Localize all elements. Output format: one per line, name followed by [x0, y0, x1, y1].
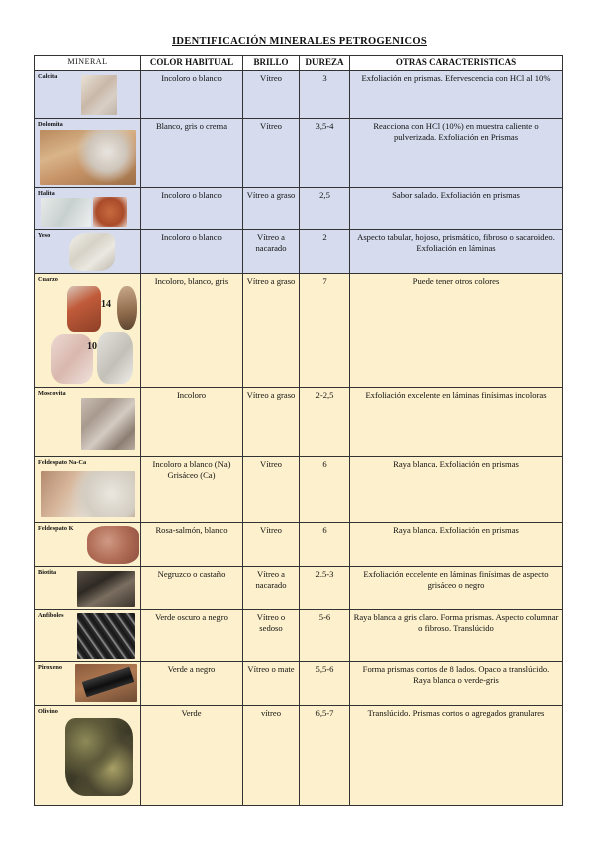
color-cell: Incoloro o blanco — [141, 70, 243, 118]
brillo-cell: Vítreo a nacarado — [243, 229, 300, 273]
mineral-name: Moscovita — [38, 389, 66, 397]
biotita-photo — [77, 571, 135, 607]
table-row — [35, 705, 563, 805]
mineral-name: Dolomita — [38, 120, 63, 128]
color-cell: Blanco, gris o crema — [141, 118, 243, 187]
mineral-cell — [35, 273, 141, 387]
halita-photo-orange — [93, 197, 127, 227]
brillo-cell: vítreo — [243, 705, 300, 805]
dureza-cell: 2.5-3 — [300, 566, 350, 609]
anfiboles-photo — [77, 613, 135, 659]
mineral-cell — [35, 456, 141, 522]
cuarzo-label-10: 10 — [87, 340, 97, 352]
dureza-cell: 2-2,5 — [300, 387, 350, 456]
color-cell: Incoloro o blanco — [141, 187, 243, 229]
mineral-cell — [35, 566, 141, 609]
header-mineral: MINERAL — [35, 56, 141, 71]
mineral-cell — [35, 229, 141, 273]
cuarzo-photo-4 — [97, 332, 133, 384]
otras-cell: Reacciona con HCl (10%) en muestra caliente o pulverizada. Exfoliación en Prismas — [350, 118, 563, 187]
dureza-cell: 6,5-7 — [300, 705, 350, 805]
mineral-name: Cuarzo — [38, 275, 58, 283]
brillo-cell: Vítreo — [243, 456, 300, 522]
table-row — [35, 522, 563, 566]
olivino-photo — [65, 718, 133, 796]
table-row — [35, 187, 563, 229]
feldespato-na-ca-photo — [41, 471, 135, 517]
otras-cell: Exfoliación eccelente en láminas finísimas de aspecto grisáceo o negro — [350, 566, 563, 609]
brillo-cell: Vítreo — [243, 522, 300, 566]
dureza-cell: 6 — [300, 522, 350, 566]
mineral-name: Halita — [38, 189, 55, 197]
otras-cell: Raya blanca. Exfoliación en prismas — [350, 522, 563, 566]
mineral-name: Biotita — [38, 568, 57, 576]
header-otras: OTRAS CARACTERISTICAS — [350, 56, 563, 71]
mineral-name: Olivino — [38, 707, 58, 715]
halita-photo-white — [41, 198, 91, 227]
color-cell: Verde oscuro a negro — [141, 609, 243, 661]
otras-cell: Raya blanca. Exfoliación en prismas — [350, 456, 563, 522]
dureza-cell: 6 — [300, 456, 350, 522]
moscovita-photo — [81, 398, 135, 450]
color-cell: Negruzco o castaño — [141, 566, 243, 609]
mineral-name: Calcita — [38, 72, 58, 80]
color-cell: Verde — [141, 705, 243, 805]
brillo-cell: Vítreo o sedoso — [243, 609, 300, 661]
mineral-name: Yeso — [38, 231, 51, 239]
brillo-cell: Vítreo — [243, 70, 300, 118]
mineral-cell — [35, 522, 141, 566]
color-cell: Rosa-salmón, blanco — [141, 522, 243, 566]
dureza-cell: 3,5-4 — [300, 118, 350, 187]
brillo-cell: Vítreo a nacarado — [243, 566, 300, 609]
dureza-cell: 3 — [300, 70, 350, 118]
cuarzo-label-14: 14 — [101, 298, 111, 310]
yeso-photo — [69, 233, 115, 271]
mineral-name: Feldespato K — [38, 524, 74, 532]
otras-cell: Forma prismas cortos de 8 lados. Opaco a translúcido. Raya blanca o verde-gris — [350, 661, 563, 705]
mineral-cell — [35, 705, 141, 805]
table-row — [35, 118, 563, 187]
document-title: IDENTIFICACIÓN MINERALES PETROGENICOS — [172, 36, 427, 47]
dureza-cell: 2 — [300, 229, 350, 273]
color-cell: Verde a negro — [141, 661, 243, 705]
table-header-row — [35, 56, 563, 71]
color-cell: Incoloro o blanco — [141, 229, 243, 273]
otras-cell: Exfoliación excelente en láminas finísimas incoloras — [350, 387, 563, 456]
mineral-cell — [35, 387, 141, 456]
dolomita-photo — [40, 130, 136, 185]
otras-cell: Aspecto tabular, hojoso, prismático, fibroso o sacaroideo. Exfoliación en láminas — [350, 229, 563, 273]
otras-cell: Puede tener otros colores — [350, 273, 563, 387]
calcita-photo — [81, 75, 117, 115]
dureza-cell: 2,5 — [300, 187, 350, 229]
dureza-cell: 5-6 — [300, 609, 350, 661]
mineral-cell — [35, 70, 141, 118]
otras-cell: Exfoliación en prismas. Efervescencia con HCl al 10% — [350, 70, 563, 118]
table-row — [35, 273, 563, 387]
otras-cell: Sabor salado. Exfoliación en prismas — [350, 187, 563, 229]
header-dureza: DUREZA — [300, 56, 350, 71]
table-row — [35, 661, 563, 705]
header-brillo: BRILLO — [243, 56, 300, 71]
feldespato-k-photo — [87, 526, 139, 564]
cuarzo-photo-2 — [117, 286, 137, 330]
otras-cell: Translúcido. Prismas cortos o agregados granulares — [350, 705, 563, 805]
mineral-name: Anfíboles — [38, 611, 64, 619]
minerals-table — [34, 55, 563, 806]
otras-cell: Raya blanca a gris claro. Forma prismas. Aspecto columnar o fibroso. Translúcido — [350, 609, 563, 661]
dureza-cell: 5,5-6 — [300, 661, 350, 705]
table-row — [35, 456, 563, 522]
table-row — [35, 566, 563, 609]
header-color: COLOR HABITUAL — [141, 56, 243, 71]
mineral-cell — [35, 661, 141, 705]
dureza-cell: 7 — [300, 273, 350, 387]
brillo-cell: Vítreo o mate — [243, 661, 300, 705]
color-cell: Incoloro, blanco, gris — [141, 273, 243, 387]
table-row — [35, 70, 563, 118]
cuarzo-photo-1 — [67, 286, 101, 332]
table-row — [35, 387, 563, 456]
mineral-cell — [35, 609, 141, 661]
table-row — [35, 609, 563, 661]
brillo-cell: Vítreo — [243, 118, 300, 187]
mineral-cell — [35, 187, 141, 229]
brillo-cell: Vítreo a graso — [243, 387, 300, 456]
color-cell: Incoloro — [141, 387, 243, 456]
table-row — [35, 229, 563, 273]
brillo-cell: Vítreo a graso — [243, 187, 300, 229]
mineral-cell — [35, 118, 141, 187]
mineral-name: Piroxeno — [38, 663, 63, 671]
color-cell: Incoloro a blanco (Na) Grisáceo (Ca) — [141, 456, 243, 522]
mineral-name: Feldespato Na-Ca — [38, 458, 87, 466]
brillo-cell: Vítreo a graso — [243, 273, 300, 387]
